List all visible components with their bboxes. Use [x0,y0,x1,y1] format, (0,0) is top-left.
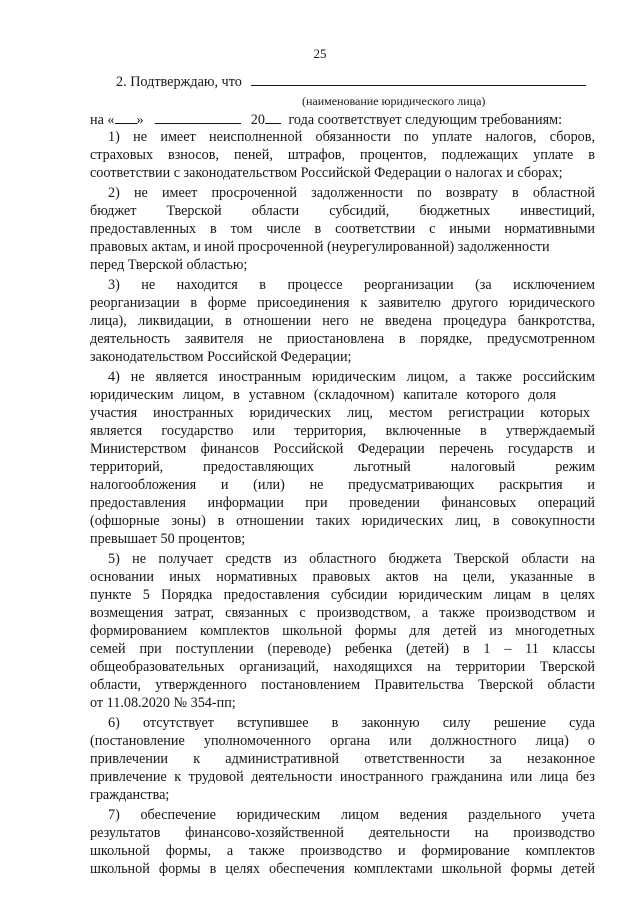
date-year: 20 [250,112,265,128]
body-line: перед Тверской областью; [90,257,248,273]
confirm-prefix: 2. Подтверждаю, что [116,74,242,90]
body-line: области, утвержденного постановлением Правительства Тверской области [90,677,595,693]
body-line: 1) не имеет неисполненной обязанности по уплате налогов, сборов, [108,129,595,145]
body-line: Министерством финансов Российской Федерации перечень государств и [90,441,595,457]
body-line: территорий, предоставляющих льготный налоговый режим [90,459,595,475]
body-line: лица), ликвидации, в отношении него не введена процедура банкротства, [90,313,595,329]
body-line: является государство или территория, включенные в утверждаемый [90,423,595,439]
body-line: 2) не имеет просроченной задолженности по возврату в областной [108,185,595,201]
body-line: (постановление уполномоченного органа или должностного лица) о [90,733,595,749]
body-line: (офшорные зоны) в отношении таких юридических лиц, в совокупности [90,513,595,529]
body-line: превышает 50 процентов; [90,531,246,547]
body-line: школьной формы в целях обеспечения комплектами школьной формы детей [90,861,595,877]
body-line: семей при поступлении (переводе) ребенка (детей) в 1 – 11 классы [90,641,595,657]
body-line: возмещения затрат, связанных с производством, а также производством и [90,605,595,621]
body-line: общеобразовательных организаций, находящихся на территории Тверской [90,659,595,675]
body-line: юридическим лицом, в уставном (складочном) капитале которого доля [90,387,556,403]
body-line: бюджет Тверской области субсидий, бюджетных инвестиций, [90,203,595,219]
body-line: от 11.08.2020 № 354-пп; [90,695,236,711]
body-line: 7) обеспечение юридическим лицом ведения раздельного учета [108,807,595,823]
body-line: 5) не получает средств из областного бюджета Тверской области на [108,551,595,567]
date-prefix: на « [90,112,115,128]
year-blank [265,110,281,124]
page-number: 25 [313,46,327,61]
body-line: соответствии с законодательством Российской Федерации о налогах и сборах; [90,165,563,181]
body-line: 6) отсутствует вступившее в законную силу решение суда [108,715,595,731]
org-name-caption: (наименование юридического лица) [302,94,486,108]
body-line: основании иных нормативных правовых актов на цели, указанные в [90,569,595,585]
body-line: участия иностранных юридических лиц, местом регистрации которых [90,405,590,421]
body-line: предоставленных в том числе в соответствии с иными нормативными [90,221,595,237]
date-suffix: года соответствует следующим требованиям: [288,112,563,128]
date-mid: » [136,112,144,128]
body-line: результатов финансово-хозяйственной деятельности на производство [90,825,595,841]
body-line: гражданства; [90,787,170,803]
body-line: страховых взносов, пеней, штрафов, процентов, подлежащих уплате в [90,147,595,163]
body-line: деятельность заявителя не приостановлена в порядке, предусмотренном [90,331,595,347]
body-line: привлечении к административной ответственности за незаконное [90,751,595,767]
body-line: реорганизации в форме присоединения к заявителю другого юридического [90,295,595,311]
month-blank [155,110,241,124]
body-line: 3) не находится в процессе реорганизации (за исключением [108,277,595,293]
body-line: правовых актам, и иной просроченной (неурегулированной) задолженности [90,239,550,255]
body-line: школьной формы, а также производство и формирование комплектов [90,843,595,859]
body-line: законодательством Российской Федерации; [90,349,352,365]
body-line: 4) не является иностранным юридическим лицом, а также российским [108,369,595,385]
org-name-blank [251,72,586,86]
date-line [90,110,562,129]
body-line: предоставления информации при проведении финансовых операций [90,495,595,511]
day-blank [115,110,137,124]
body-line: привлечение к трудовой деятельности иностранного гражданина или лица без [90,769,595,785]
body-line: налогообложения и (или) не предусматривающих раскрытия и [90,477,595,493]
body-line: пункте 5 Порядка предоставления субсидии юридическим лицам в целях [90,587,595,603]
confirm-line [116,72,586,91]
body-line: формированием комплектов школьной формы для детей из многодетных [90,623,595,639]
